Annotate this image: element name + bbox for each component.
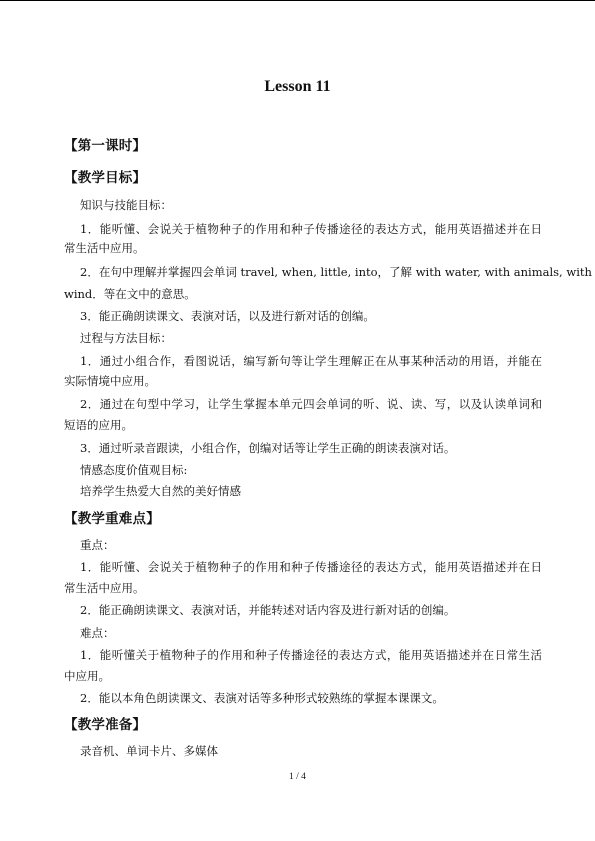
objective-p2-line2: 短语的应用。 <box>64 418 133 432</box>
section-period-heading: 【第一课时】 <box>64 138 147 154</box>
objective-p1-line1: 1．通过小组合作，看图说话，编写新句等让学生理解正在从事某种活动的用语，并能在 <box>80 354 542 368</box>
page-title: Lesson 11 <box>264 78 331 95</box>
key-point-1-line1: 1．能听懂、会说关于植物种子的作用和种子传播途径的表达方式，能用英语描述并在日 <box>80 560 542 574</box>
emotion-text: 培养学生热爱大自然的美好情感 <box>80 484 241 498</box>
page-number: 1 / 4 <box>289 772 306 782</box>
objective-k3: 3．能正确朗读课文、表演对话，以及进行新对话的创编。 <box>80 309 375 323</box>
section-objectives-heading: 【教学目标】 <box>64 170 147 186</box>
difficulty-1-line2: 中应用。 <box>64 669 110 683</box>
difficulty-heading: 难点： <box>80 626 115 640</box>
key-point-2: 2．能正确朗读课文、表演对话，并能转述对话内容及进行新对话的创编。 <box>80 603 456 617</box>
key-points-heading: 重点： <box>80 538 115 552</box>
knowledge-skills-heading: 知识与技能目标： <box>80 198 172 212</box>
key-point-1-line2: 常生活中应用。 <box>64 581 145 595</box>
process-method-heading: 过程与方法目标： <box>80 331 172 345</box>
objective-p3: 3．通过听录音跟读，小组合作，创编对话等让学生正确的朗读表演对话。 <box>80 441 456 455</box>
emotion-heading: 情感态度价值观目标: <box>80 463 188 477</box>
objective-k1-line2: 常生活中应用。 <box>64 241 145 255</box>
difficulty-1-line1: 1．能听懂关于植物种子的作用和种子传播途径的表达方式，能用英语描述并在日常生活 <box>80 648 542 662</box>
objective-p2-line1: 2．通过在句型中学习，让学生掌握本单元四会单词的听、说、读、写，以及认读单词和 <box>80 397 542 411</box>
difficulty-2: 2．能以本角色朗读课文、表演对话等多种形式较熟练的掌握本课课文。 <box>80 691 444 705</box>
objective-p1-line2: 实际情境中应用。 <box>64 374 156 388</box>
objective-k2-line1: 2．在句中理解并掌握四会单词 travel, when, little, into，了解 with water, with animals, with <box>80 265 592 279</box>
section-key-points-heading: 【教学重难点】 <box>64 511 160 527</box>
objective-k1-line1: 1．能听懂、会说关于植物种子的作用和种子传播途径的表达方式，能用英语描述并在日 <box>80 222 542 236</box>
objective-k2-line2: wind．等在文中的意思。 <box>64 287 196 301</box>
top-border-line <box>0 0 595 1</box>
section-preparation-heading: 【教学准备】 <box>64 717 147 733</box>
preparation-text: 录音机、单词卡片、多媒体 <box>80 744 218 758</box>
